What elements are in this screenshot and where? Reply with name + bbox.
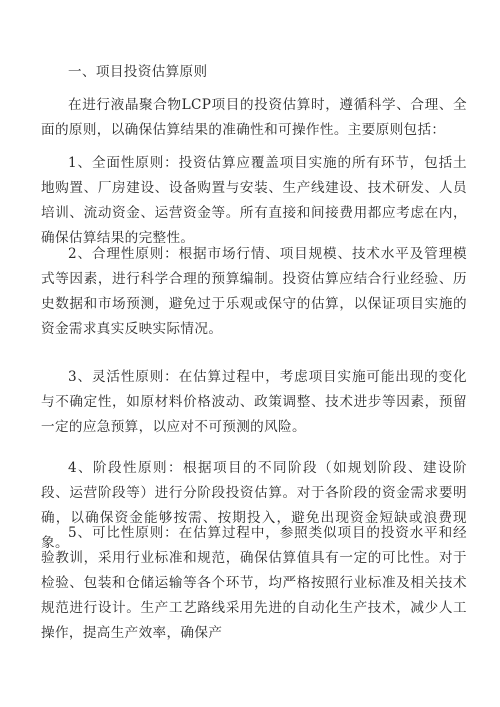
section-heading: 一、项目投资估算原则 (68, 64, 208, 80)
principle-rationality: 2、合理性原则：根据市场行情、项目规模、技术水平及管理模式等因素，进行科学合理的预算编制。投资估算应结合行业经验、历史数据和市场预测，避免过于乐观或保守的估算，以保证项目实施的资金需求真实反映实际情况。 (41, 246, 467, 337)
principle-comparability: 5、可比性原则：在估算过程中，参照类似项目的投资水平和经验教训，采用行业标准和规范，确保估算值具有一定的可比性。对于检验、包装和仓储运输等各个环节，均严格按照行业标准及相关技术规范进行设计。生产工艺路线采用先进的自动化生产技术，减少人工操作，提高生产效率，确保产 (41, 525, 467, 641)
principle-comprehensiveness: 1、全面性原则：投资估算应覆盖项目实施的所有环节，包括土地购置、厂房建设、设备购置与安装、生产线建设、技术研发、人员培训、流动资金、运营资金等。所有直接和间接费用都应考虑在内，确保估算结果的完整性。 (41, 155, 467, 246)
principle-phasing: 4、阶段性原则：根据项目的不同阶段（如规划阶段、建设阶段、运营阶段等）进行分阶段投资估算。对于各阶段的资金需求要明确，以确保资金能够按需、按期投入，避免出现资金短缺或浪费现象。 (41, 460, 467, 551)
principle-flexibility: 3、灵活性原则：在估算过程中，考虑项目实施可能出现的变化与不确定性，如原材料价格波动、政策调整、技术进步等因素，预留一定的应急预算，以应对不可预测的风险。 (41, 369, 467, 435)
intro-paragraph: 在进行液晶聚合物LCP项目的投资估算时，遵循科学、合理、全面的原则，以确保估算结果的准确性和可操作性。主要原则包括： (41, 97, 467, 138)
